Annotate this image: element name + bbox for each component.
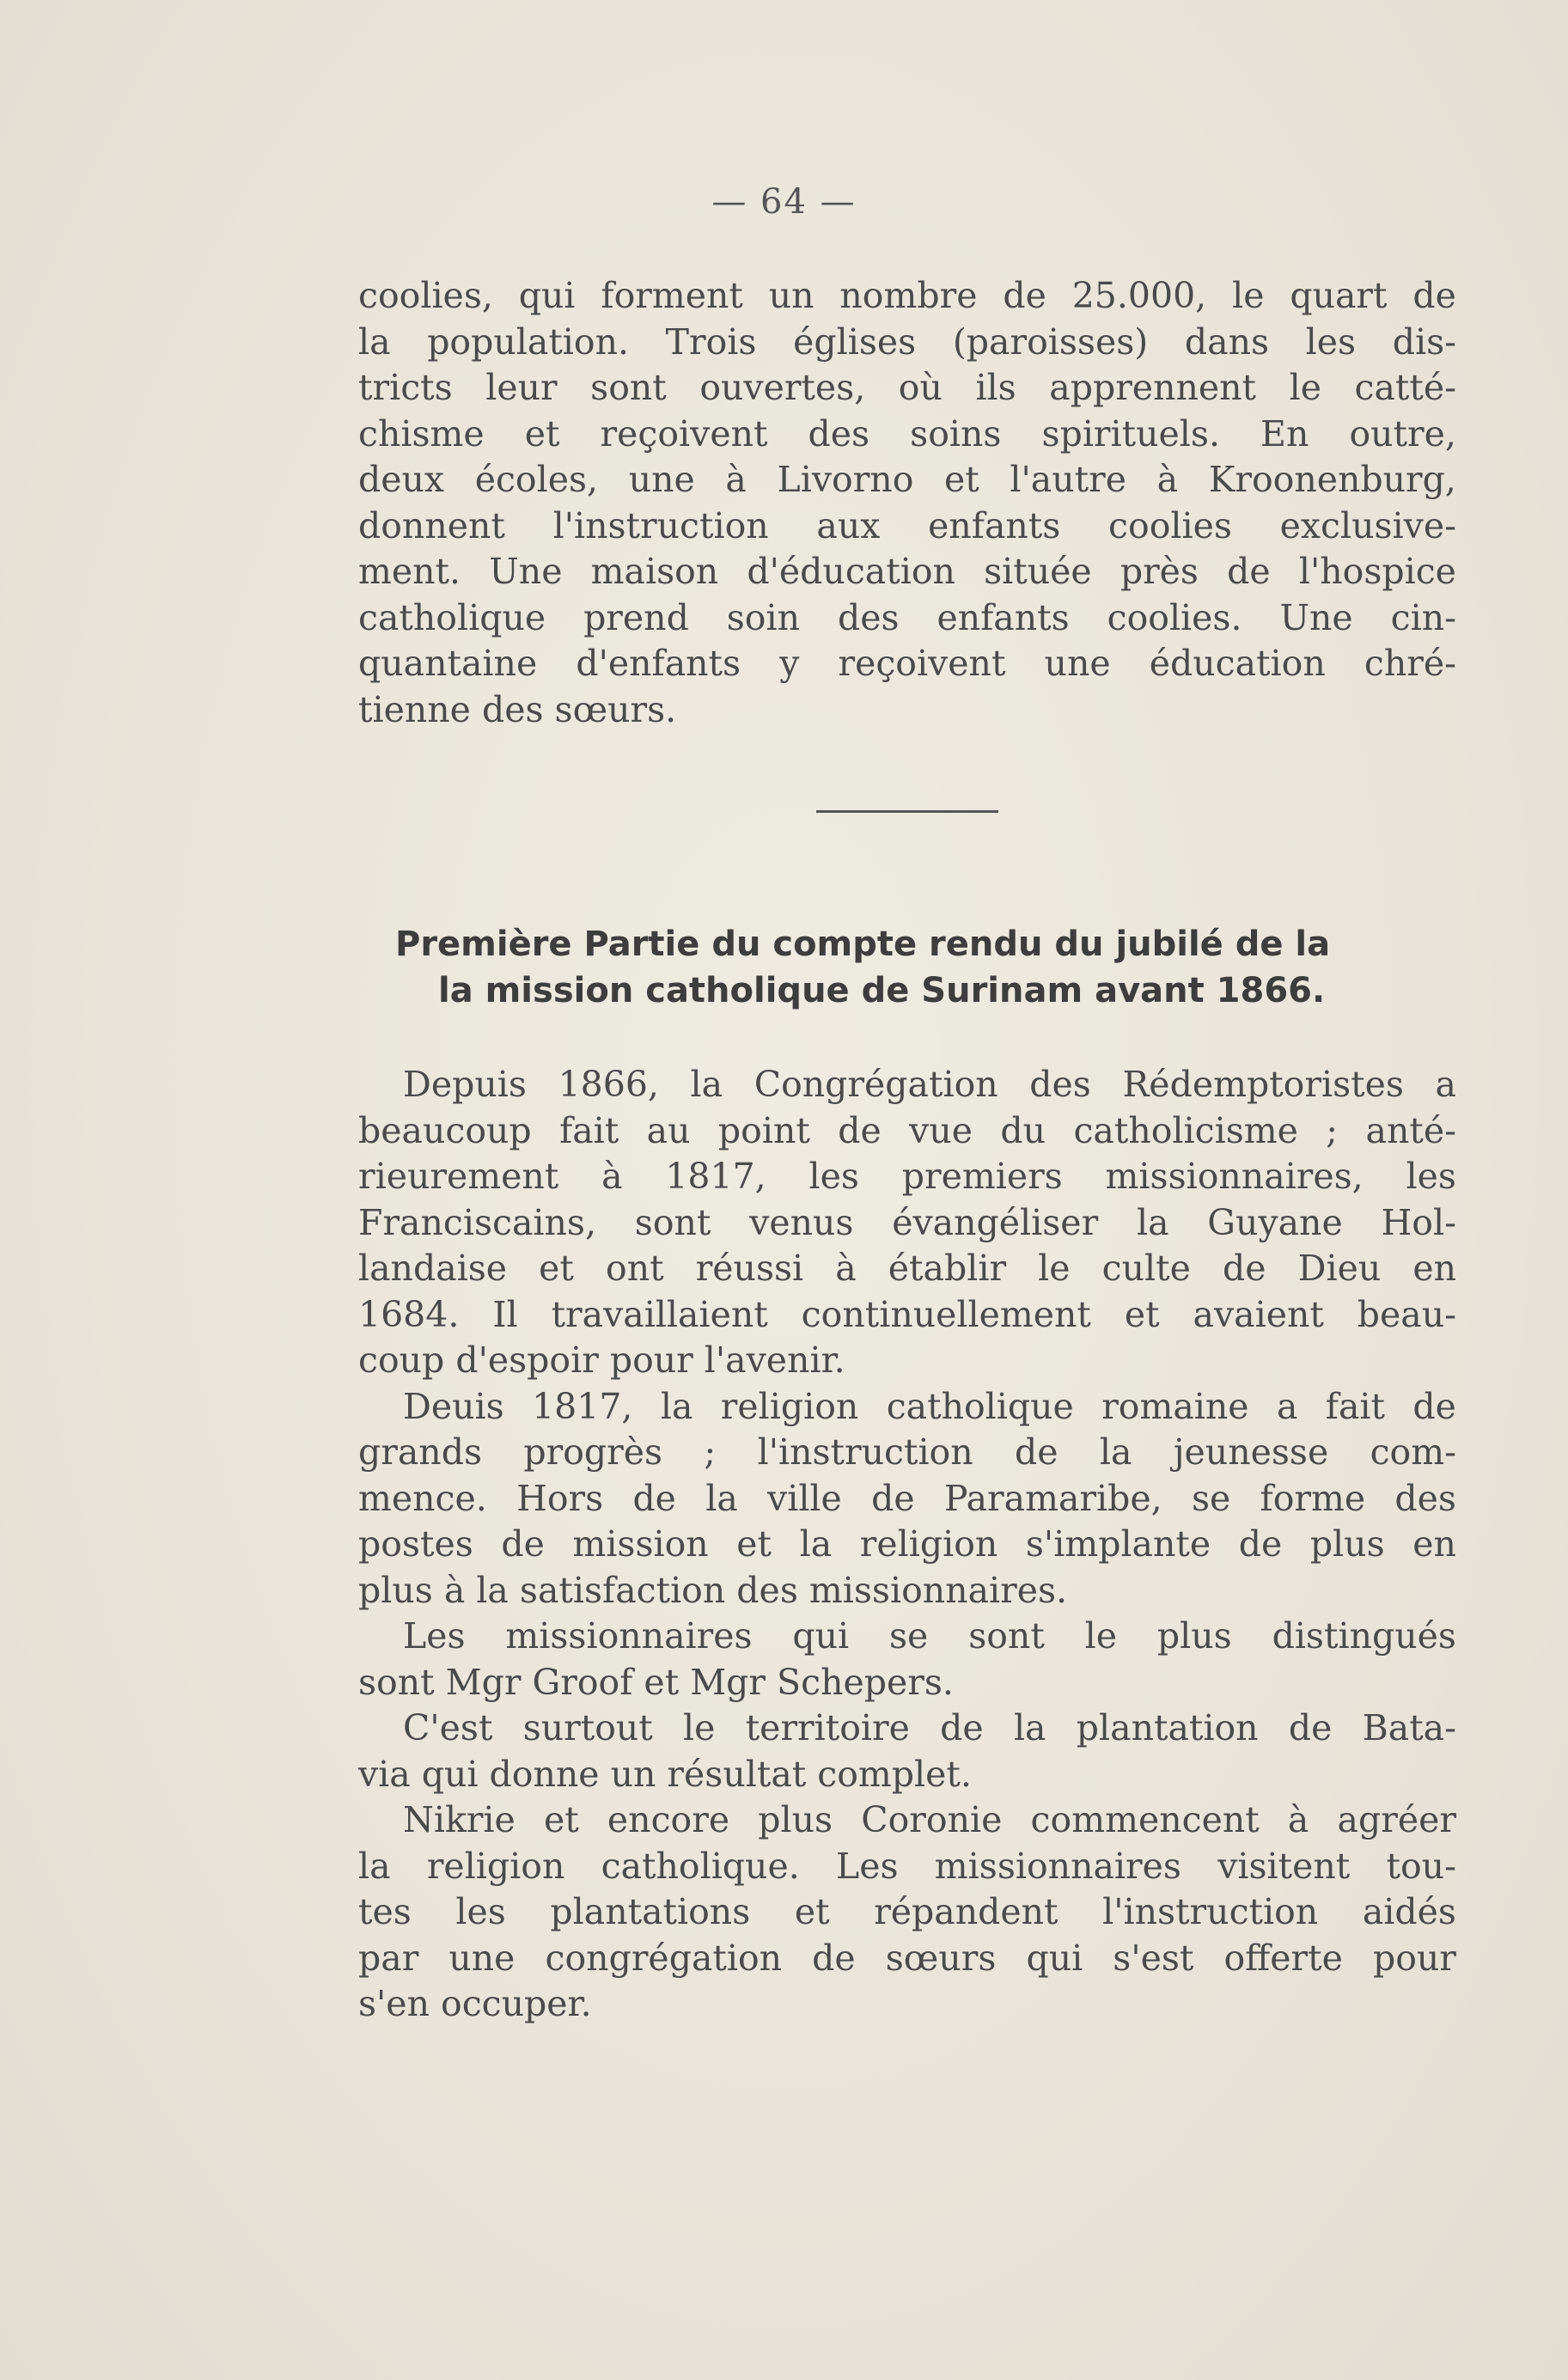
text-line: tricts leur sont ouvertes, où ils apprennent le catté- (358, 367, 1456, 408)
text-line: Les missionnaires qui se sont le plus distingués (403, 1615, 1456, 1657)
section-divider (816, 810, 998, 813)
paragraph-mission-history (358, 1062, 1456, 2028)
text-line: ment. Une maison d'éducation située près de l'hospice (358, 551, 1456, 592)
text-line: postes de mission et la religion s'implante de plus en (358, 1523, 1456, 1565)
text-line: coolies, qui forment un nombre de 25.000, le quart de (358, 275, 1456, 316)
text-line: Deuis 1817, la religion catholique romaine a fait de (403, 1385, 1456, 1427)
text-line: via qui donne un résultat complet. (358, 1753, 972, 1795)
page-number: — 64 — (711, 182, 857, 222)
heading-line-1: Première Partie du compte rendu du jubilé de la (395, 925, 1331, 964)
text-line: quantaine d'enfants y reçoivent une éducation chré- (358, 643, 1456, 684)
text-line: catholique prend soin des enfants coolies. Une cin- (358, 596, 1456, 638)
text-line: par une congrégation de sœurs qui s'est offerte pour (358, 1937, 1456, 1979)
text-line: coup d'espoir pour l'avenir. (358, 1340, 845, 1381)
text-line: beaucoup fait au point de vue du catholicisme ; anté- (358, 1109, 1456, 1151)
text-line: Depuis 1866, la Congrégation des Rédemptoristes a (403, 1064, 1456, 1105)
text-line: tes les plantations et répandent l'instruction aidés (358, 1891, 1456, 1932)
text-line: la religion catholique. Les missionnaires visitent tou- (358, 1845, 1456, 1887)
text-line: Franciscains, sont venus évangéliser la Guyane Hol- (358, 1201, 1456, 1243)
text-line: deux écoles, une à Livorno et l'autre à Kroonenburg, (358, 459, 1456, 500)
text-line: tienne des sœurs. (358, 688, 677, 730)
heading-line-2: la mission catholique de Surinam avant 1866. (438, 971, 1326, 1010)
text-line: grands progrès ; l'instruction de la jeunesse com- (358, 1431, 1456, 1473)
section-heading (395, 921, 1426, 1014)
text-line: rieurement à 1817, les premiers missionnaires, les (358, 1156, 1456, 1197)
text-line: sont Mgr Groof et Mgr Schepers. (358, 1661, 954, 1703)
text-line: s'en occuper. (358, 1983, 592, 2024)
text-line: C'est surtout le territoire de la plantation de Bata- (403, 1707, 1456, 1748)
text-line: chisme et reçoivent des soins spirituels. En outre, (358, 412, 1456, 455)
text-line: plus à la satisfaction des missionnaires. (358, 1569, 1068, 1611)
text-line: Nikrie et encore plus Coronie commencent à agréer (403, 1799, 1456, 1840)
paragraph-coolies (358, 273, 1456, 733)
text-line: landaise et ont réussi à établir le culte de Dieu en (358, 1248, 1456, 1289)
text-line: la population. Trois églises (paroisses) dans les dis- (358, 320, 1456, 363)
text-line: 1684. Il travaillaient continuellement et avaient beau- (358, 1293, 1456, 1335)
text-line: donnent l'instruction aux enfants coolies exclusive- (358, 504, 1456, 546)
text-line: mence. Hors de la ville de Paramaribe, se forme des (358, 1477, 1456, 1519)
